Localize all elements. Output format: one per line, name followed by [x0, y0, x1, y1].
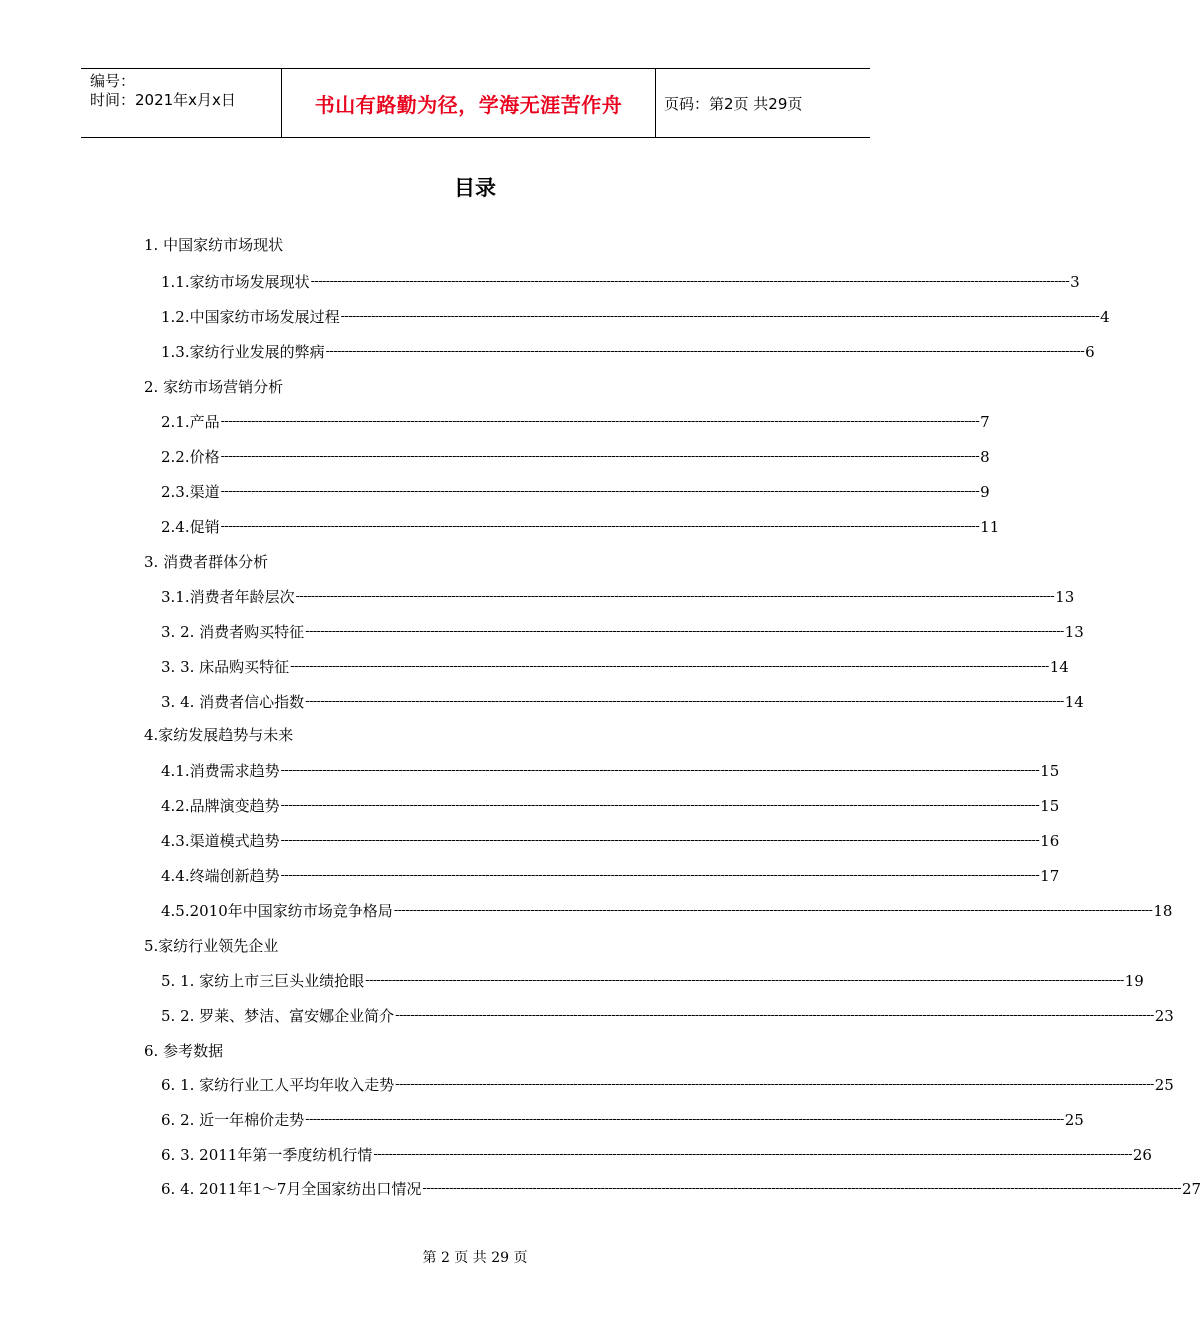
toc-section[interactable] [0, 1033, 223, 1068]
toc-entry-text: 4.1.消费需求趋势 [161, 762, 280, 780]
toc-entry-text: 1. 中国家纺市场现状 [144, 236, 284, 254]
toc-section[interactable] [0, 928, 278, 963]
toc-page-number: 13 [1064, 622, 1084, 641]
toc-entry[interactable] [0, 753, 1060, 788]
toc-page-number: 15 [1040, 761, 1060, 780]
toc-entry[interactable] [0, 299, 1110, 334]
toc-title: 目录 [454, 176, 496, 200]
toc-entry-text: 4.5.2010年中国家纺市场竞争格局 [161, 902, 393, 920]
toc-entry[interactable] [0, 1171, 1201, 1206]
toc-entry-text: 3.1.消费者年龄层次 [161, 588, 295, 606]
toc-page-number: 4 [1100, 307, 1110, 326]
toc-entry-text: 6. 3. 2011年第一季度纺机行情 [161, 1146, 373, 1164]
toc-entry[interactable] [0, 893, 1173, 928]
toc-page-number: 15 [1040, 796, 1060, 815]
toc-entry-text: 3. 消费者群体分析 [144, 553, 269, 571]
toc-dot-leader: -------------------------------------------------------------------------------------------------------------------------------------------------------------------------------------------------------- [220, 449, 980, 464]
toc-dot-leader: -------------------------------------------------------------------------------------------------------------------------------------------------------------------------------------------------------- [310, 274, 1070, 289]
toc-dot-leader: -------------------------------------------------------------------------------------------------------------------------------------------------------------------------------------------------------- [280, 868, 1040, 883]
toc-page-number: 14 [1064, 692, 1084, 711]
toc-dot-leader: -------------------------------------------------------------------------------------------------------------------------------------------------------------------------------------------------------- [220, 519, 980, 534]
toc-page-number: 26 [1132, 1145, 1152, 1164]
toc-entry[interactable] [0, 684, 1084, 719]
toc-dot-leader: -------------------------------------------------------------------------------------------------------------------------------------------------------------------------------------------------------- [422, 1181, 1181, 1196]
toc-page-number: 17 [1040, 866, 1060, 885]
header-motto: 书山有路勤为径，学海无涯苦作舟 [314, 92, 623, 117]
toc-section[interactable] [0, 717, 293, 752]
toc-entry[interactable] [0, 404, 990, 439]
header-motto-cell [282, 69, 656, 137]
toc-entry-text: 3. 4. 消费者信心指数 [161, 693, 305, 711]
toc-entry-text: 4.4.终端创新趋势 [161, 867, 280, 885]
toc-dot-leader: -------------------------------------------------------------------------------------------------------------------------------------------------------------------------------------------------------- [290, 659, 1049, 674]
toc-dot-leader: -------------------------------------------------------------------------------------------------------------------------------------------------------------------------------------------------------- [295, 589, 1055, 604]
toc-entry[interactable] [0, 334, 1095, 369]
toc-entry[interactable] [0, 1067, 1174, 1102]
toc-entry-text: 2. 家纺市场营销分析 [144, 378, 284, 396]
toc-entry[interactable] [0, 509, 1000, 544]
toc-entry-text: 5.家纺行业领先企业 [144, 937, 279, 955]
document-time: 时间：2021年x月x日 [90, 91, 236, 109]
toc-section[interactable] [0, 227, 283, 262]
document-number-label: 编号： [90, 72, 136, 90]
toc-entry[interactable] [0, 579, 1075, 614]
toc-entry[interactable] [0, 823, 1060, 858]
toc-dot-leader: -------------------------------------------------------------------------------------------------------------------------------------------------------------------------------------------------------- [340, 309, 1100, 324]
toc-page-number: 7 [980, 412, 990, 431]
toc-page-number: 3 [1070, 272, 1080, 291]
toc-page-number: 27 [1181, 1179, 1201, 1198]
toc-dot-leader: -------------------------------------------------------------------------------------------------------------------------------------------------------------------------------------------------------- [280, 833, 1040, 848]
page-footer: 第 2 页 共 29 页 [422, 1250, 528, 1266]
toc-dot-leader: -------------------------------------------------------------------------------------------------------------------------------------------------------------------------------------------------------- [395, 1077, 1154, 1092]
toc-entry-text: 6. 1. 家纺行业工人平均年收入走势 [161, 1076, 395, 1094]
toc-entry-text: 2.4.促销 [161, 518, 220, 536]
toc-entry[interactable] [0, 998, 1174, 1033]
toc-entry-text: 4.2.品牌演变趋势 [161, 797, 280, 815]
toc-dot-leader: -------------------------------------------------------------------------------------------------------------------------------------------------------------------------------------------------------- [220, 414, 980, 429]
header-page-info-cell [656, 69, 870, 137]
toc-entry-text: 6. 4. 2011年1～7月全国家纺出口情况 [161, 1180, 422, 1198]
toc-entry[interactable] [0, 439, 990, 474]
toc-page-number: 13 [1055, 587, 1075, 606]
toc-page-number: 25 [1064, 1110, 1084, 1129]
toc-page-number: 23 [1154, 1006, 1174, 1025]
toc-page-number: 16 [1040, 831, 1060, 850]
toc-entry-text: 1.3.家纺行业发展的弊病 [161, 343, 325, 361]
toc-dot-leader: -------------------------------------------------------------------------------------------------------------------------------------------------------------------------------------------------------- [365, 973, 1124, 988]
toc-entry-text: 2.2.价格 [161, 448, 220, 466]
toc-dot-leader: -------------------------------------------------------------------------------------------------------------------------------------------------------------------------------------------------------- [280, 798, 1040, 813]
page-header [81, 68, 870, 138]
toc-page-number: 25 [1154, 1075, 1174, 1094]
toc-entry[interactable] [0, 264, 1080, 299]
toc-entry-text: 3. 3. 床品购买特征 [161, 658, 290, 676]
toc-entry[interactable] [0, 1102, 1084, 1137]
toc-dot-leader: -------------------------------------------------------------------------------------------------------------------------------------------------------------------------------------------------------- [393, 903, 1153, 918]
toc-entry[interactable] [0, 858, 1060, 893]
toc-entry[interactable] [0, 1137, 1152, 1172]
toc-entry-text: 1.2.中国家纺市场发展过程 [161, 308, 340, 326]
toc-entry-text: 3. 2. 消费者购买特征 [161, 623, 305, 641]
toc-entry[interactable] [0, 963, 1144, 998]
toc-page-number: 14 [1049, 657, 1069, 676]
toc-dot-leader: -------------------------------------------------------------------------------------------------------------------------------------------------------------------------------------------------------- [305, 1112, 1064, 1127]
toc-section[interactable] [0, 369, 283, 404]
toc-page-number: 8 [980, 447, 990, 466]
toc-entry-text: 1.1.家纺市场发展现状 [161, 273, 310, 291]
toc-entry-text: 2.3.渠道 [161, 483, 220, 501]
toc-dot-leader: -------------------------------------------------------------------------------------------------------------------------------------------------------------------------------------------------------- [280, 763, 1040, 778]
toc-entry[interactable] [0, 474, 990, 509]
toc-entry[interactable] [0, 788, 1060, 823]
toc-entry[interactable] [0, 614, 1084, 649]
toc-entry-text: 5. 1. 家纺上市三巨头业绩抢眼 [161, 972, 365, 990]
header-page-info: 页码：第2页 共29页 [664, 94, 803, 113]
toc-entry-text: 4.家纺发展趋势与未来 [144, 726, 294, 744]
toc-entry-text: 4.3.渠道模式趋势 [161, 832, 280, 850]
toc-dot-leader: -------------------------------------------------------------------------------------------------------------------------------------------------------------------------------------------------------- [395, 1008, 1154, 1023]
toc-section[interactable] [0, 544, 268, 579]
toc-dot-leader: -------------------------------------------------------------------------------------------------------------------------------------------------------------------------------------------------------- [305, 694, 1064, 709]
toc-dot-leader: -------------------------------------------------------------------------------------------------------------------------------------------------------------------------------------------------------- [373, 1147, 1132, 1162]
toc-page-number: 18 [1153, 901, 1173, 920]
toc-page-number: 11 [980, 517, 1000, 536]
toc-dot-leader: -------------------------------------------------------------------------------------------------------------------------------------------------------------------------------------------------------- [305, 624, 1064, 639]
toc-entry-text: 6. 2. 近一年棉价走势 [161, 1111, 305, 1129]
toc-page-number: 6 [1085, 342, 1095, 361]
toc-page-number: 19 [1124, 971, 1144, 990]
toc-dot-leader: -------------------------------------------------------------------------------------------------------------------------------------------------------------------------------------------------------- [220, 484, 980, 499]
toc-entry-text: 6. 参考数据 [144, 1042, 224, 1060]
toc-page-number: 9 [980, 482, 990, 501]
toc-dot-leader: -------------------------------------------------------------------------------------------------------------------------------------------------------------------------------------------------------- [325, 344, 1085, 359]
toc-entry-text: 5. 2. 罗莱、梦洁、富安娜企业简介 [161, 1007, 395, 1025]
header-meta [81, 69, 282, 137]
toc-entry-text: 2.1.产品 [161, 413, 220, 431]
toc-entry[interactable] [0, 649, 1069, 684]
